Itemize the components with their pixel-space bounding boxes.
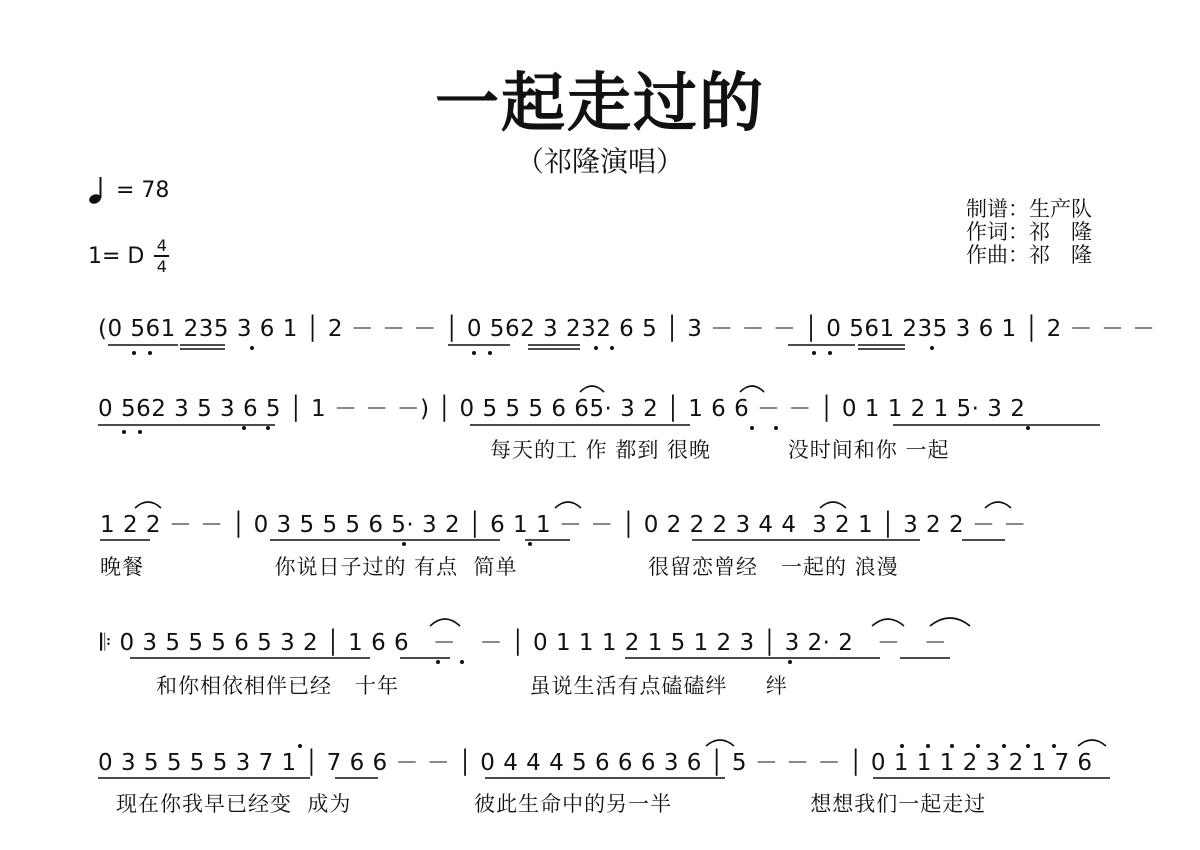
credit-composer: 作曲：祁 隆 bbox=[966, 243, 1092, 267]
performer-subtitle: （祁隆演唱） bbox=[515, 145, 684, 178]
time-signature bbox=[154, 237, 169, 275]
score-line-3-notes: 1 2 2 － － │ 0 3 5 5 5 6 5· 3 2 │ 6 1 1 － － │ 0 2 2 2 3 4 4 3 2 1 │ 3 2 2 － － bbox=[100, 512, 1027, 538]
credit-lyricist: 作词：祁 隆 bbox=[966, 220, 1092, 244]
key-signature bbox=[88, 236, 169, 276]
song-title: 一起走过的 bbox=[435, 67, 765, 141]
score-line-3-lyrics: 晚餐 你说日子过的 有点 简单 很留恋曾经 一起的 浪漫 bbox=[100, 555, 899, 579]
score-line-1-notes: (0 561 235 3 6 1 │ 2 － － － │ 0 562 3 232 6 5 │ 3 － － － │ 0 561 235 3 6 1 │ 2 － － － bbox=[98, 316, 1156, 342]
score-line-5-notes: 0 3 5 5 5 5 3 7 1 │ 7 6 6 － － │ 0 4 4 4 5 6 6 6 3 6 │ 5 － － － │ 0 1 1 1 2 3 2 1 7 6 bbox=[98, 750, 1093, 776]
key-text: 1= D bbox=[88, 243, 145, 269]
time-signature-bottom: 4 bbox=[156, 257, 167, 276]
tempo-value: = 78 bbox=[116, 177, 170, 203]
score-line-4-notes: 𝄆 0 3 5 5 5 6 5 3 2 │ 1 6 6 － － │ 0 1 1 1 2 1 5 1 2 3 │ 3 2· 2 － － bbox=[100, 630, 948, 656]
time-signature-top: 4 bbox=[156, 236, 167, 255]
credits-block bbox=[966, 198, 1092, 267]
credit-transcriber: 制谱：生产队 bbox=[966, 197, 1092, 221]
score-line-4-lyrics: 和你相依相伴已经 十年 虽说生活有点磕磕绊 绊 bbox=[156, 674, 788, 698]
tempo-marking bbox=[88, 172, 169, 208]
score-line-2-notes: 0 562 3 5 3 6 5 │ 1 － － －) │ 0 5 5 5 6 65· 3 2 │ 1 6 6 － － │ 0 1 1 2 1 5· 3 2 bbox=[98, 396, 1026, 422]
score-line-2-lyrics: 每天的工 作 都到 很晚 没时间和你 一起 bbox=[490, 438, 950, 462]
quarter-note-icon bbox=[88, 175, 104, 205]
score-line-5-lyrics: 现在你我早已经变 成为 彼此生命中的另一半 想想我们一起走过 bbox=[116, 792, 987, 816]
